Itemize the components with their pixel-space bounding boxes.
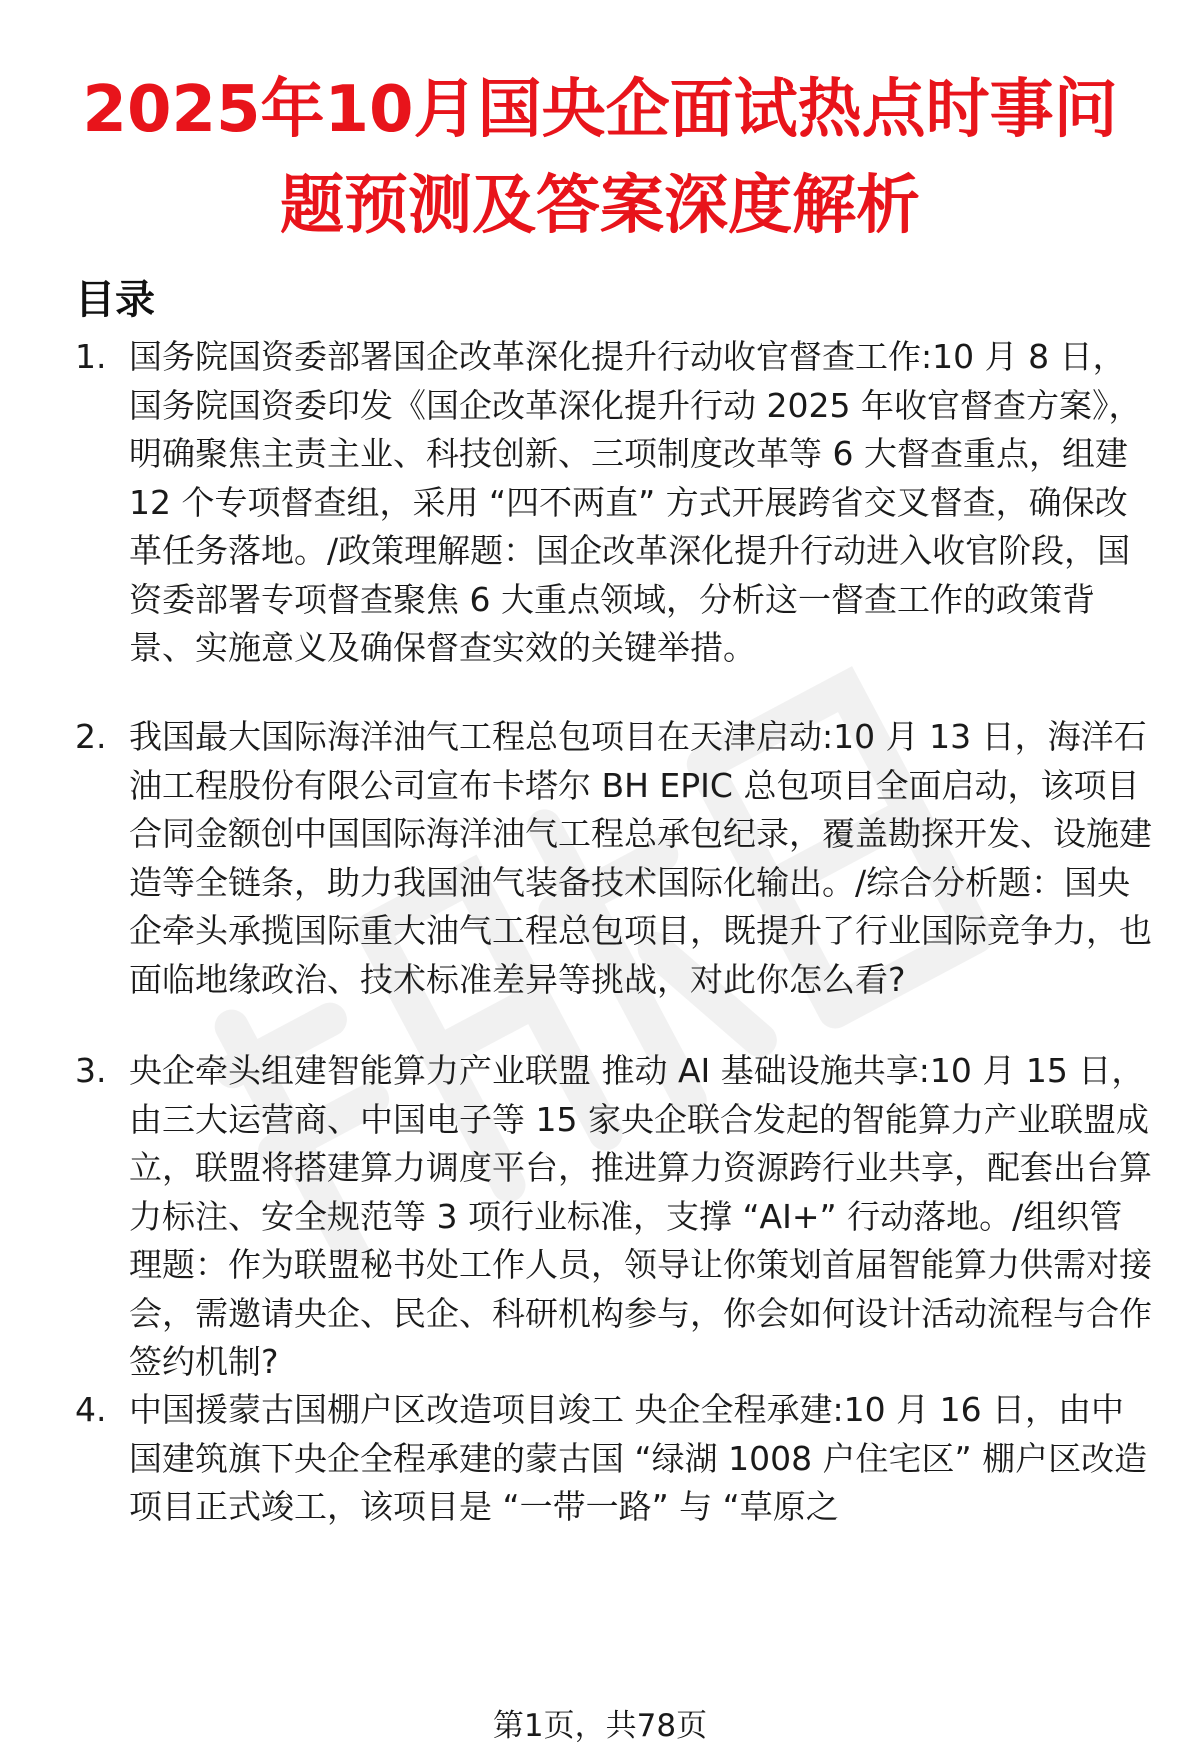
toc-item [75, 1386, 1155, 1532]
toc-item [75, 333, 1155, 673]
toc-item-text: 中国援蒙古国棚户区改造项目竣工 央企全程承建:10 月 16 日，由中国建筑旗下央企全程承建的蒙古国 “绿湖 1008 户住宅区” 棚户区改造项目正式竣工，该项目是 “一带一路” 与 “草原之 [129, 1390, 1148, 1526]
page-footer: 第1页，共78页 [492, 1708, 708, 1744]
toc-item-text: 央企牵头组建智能算力产业联盟 推动 AI 基础设施共享:10 月 15 日，由三大运营商、中国电子等 15 家央企联合发起的智能算力产业联盟成立，联盟将搭建算力调度平台，推进算力资源跨行业共享，配套出台算力标注、安全规范等 3 项行业标准，支撑 “AI+” 行动落地。/组织管理题：作为联盟秘书处工作人员，领导让你策划首届智能算力供需对接会，需邀请央企、民企、科研机构参与，你会如何设计活动流程与合作签约机制? [129, 1051, 1152, 1381]
toc-item-number: 4. [75, 1390, 107, 1429]
toc-item [75, 1047, 1155, 1387]
document-title: 2025年10月国央企面试热点时事问题预测及答案深度解析 [82, 73, 1118, 243]
toc-heading: 目录 [75, 277, 155, 323]
toc-item-number: 1. [75, 337, 107, 376]
toc-item-text: 国务院国资委部署国企改革深化提升行动收官督查工作:10 月 8 日，国务院国资委印发《国企改革深化提升行动 2025 年收官督查方案》，明确聚焦主责主业、科技创新、三项制度改革等 6 大督查重点，组建 12 个专项督查组，采用 “四不两直” 方式开展跨省交叉督查，确保改革任务落地。/政策理解题：国企改革深化提升行动进入收官阶段，国资委部署专项督查聚焦 6 大重点领域，分析这一督查工作的政策背景、实施意义及确保督查实效的关键举措。 [129, 337, 1142, 667]
toc-item [75, 713, 1155, 1004]
toc-item-number: 2. [75, 717, 107, 756]
toc-item-text: 我国最大国际海洋油气工程总包项目在天津启动:10 月 13 日，海洋石油工程股份有限公司宣布卡塔尔 BH EPIC 总包项目全面启动，该项目合同金额创中国国际海洋油气工程总承包纪录，覆盖勘探开发、设施建造等全链条，助力我国油气装备技术国际化输出。/综合分析题：国央企牵头承揽国际重大油气工程总包项目，既提升了行业国际竞争力，也面临地缘政治、技术标准差异等挑战，对此你怎么看? [129, 717, 1152, 999]
toc-item-number: 3. [75, 1051, 107, 1090]
